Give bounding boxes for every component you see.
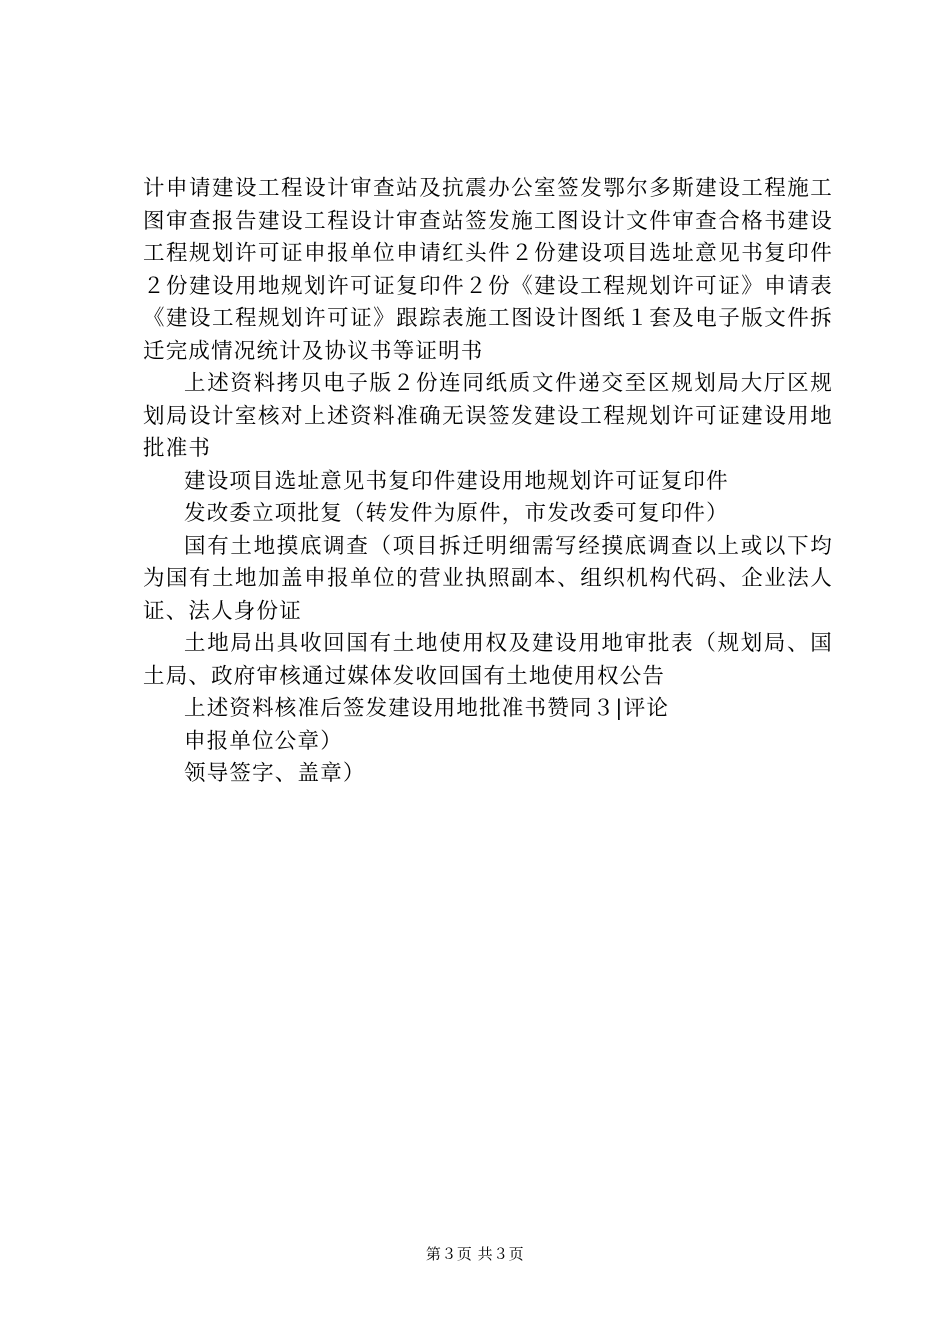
- paragraph-2: 上述资料拷贝电子版２份连同纸质文件递交至区规划局大厅区规划局设计室核对上述资料准确无误签发建设工程规划许可证建设用地批准书: [143, 371, 833, 461]
- paragraph-7: 上述资料核准后签发建设用地批准书赞同３|评论: [184, 696, 670, 721]
- paragraph-6: 土地局出具收回国有土地使用权及建设用地审批表（规划局、国土局、政府审核通过媒体发收回国有土地使用权公告: [143, 631, 833, 689]
- page-number-footer: 第３页 共３页: [425, 1245, 525, 1263]
- paragraph-4: 发改委立项批复（转发件为原件，市发改委可复印件）: [184, 501, 729, 526]
- paragraph-8: 申报单位公章）: [184, 728, 343, 754]
- document-body: [143, 173, 833, 791]
- paragraph-5: 国有土地摸底调查（项目拆迁明细需写经摸底调查以上或以下均为国有土地加盖申报单位的营业执照副本、组织机构代码、企业法人证、法人身份证: [143, 533, 833, 624]
- paragraph-3: 建设项目选址意见书复印件建设用地规划许可证复印件: [184, 468, 729, 494]
- paragraph-9: 领导签字、盖章）: [184, 761, 366, 786]
- paragraph-1: 计申请建设工程设计审查站及抗震办公室签发鄂尔多斯建设工程施工图审查报告建设工程设计审查站签发施工图设计文件审查合格书建设工程规划许可证申报单位申请红头件２份建设项目选址意见书复印件２份建设用地规划许可证复印件２份《建设工程规划许可证》申请表《建设工程规划许可证》跟踪表施工图设计图纸１套及电子版文件拆迁完成情况统计及协议书等证明书: [143, 176, 833, 364]
